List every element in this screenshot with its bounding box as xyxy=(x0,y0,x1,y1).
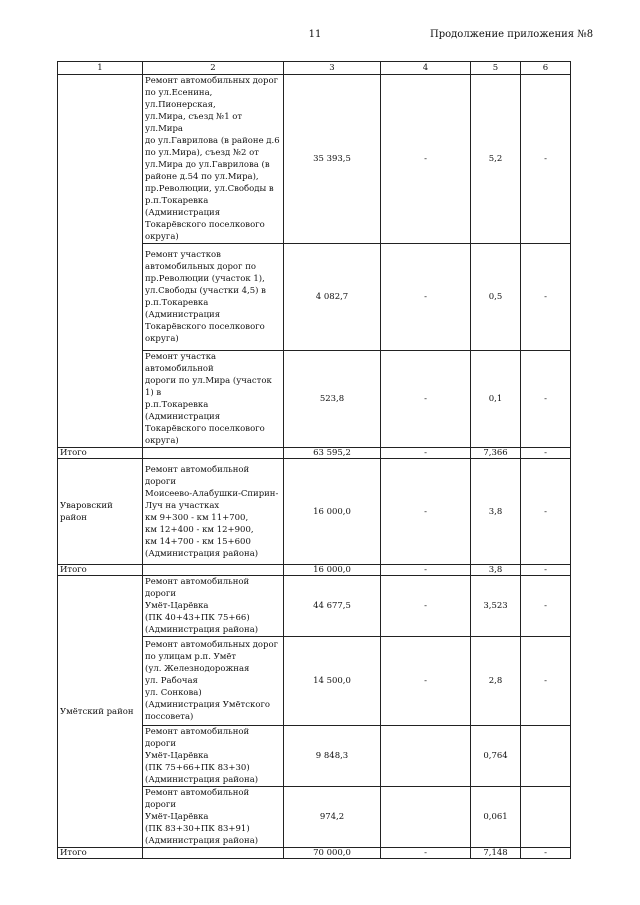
value-cell-c6: - xyxy=(521,637,571,726)
description-line: дороги по ул.Мира (участок 1) в xyxy=(145,376,272,398)
total-value-c5: 7,366 xyxy=(471,448,521,459)
description-line: по ул.Есенина, ул.Пионерская, xyxy=(145,88,216,110)
description-line: Ремонт автомобильной дороги xyxy=(145,577,250,599)
description-line: ул. Сонкова) xyxy=(145,688,202,698)
value-cell-c3: 523,8 xyxy=(284,351,381,448)
total-row xyxy=(58,565,571,576)
value-cell-c5: 0,5 xyxy=(471,244,521,351)
total-empty-cell xyxy=(143,565,284,576)
value-cell-c6: - xyxy=(521,351,571,448)
table-row xyxy=(58,576,571,637)
value-cell-c5: 5,2 xyxy=(471,75,521,244)
description-line: ул.Мира, съезд №1 от ул.Мира xyxy=(145,112,243,134)
description-line: Луч на участках xyxy=(145,500,220,511)
value-cell-c6: - xyxy=(521,459,571,565)
appendix-table xyxy=(57,61,571,859)
description-line: Умёт-Царёвка xyxy=(145,751,209,761)
description-line: Ремонт автомобильных дорог xyxy=(145,640,279,650)
total-value-c6: - xyxy=(521,565,571,576)
description-line: (Администрация Умётского xyxy=(145,700,271,710)
description-line: ул.Свободы (участки 4,5) в xyxy=(145,286,266,296)
total-label: Итого xyxy=(58,565,143,576)
column-number: 4 xyxy=(381,62,471,75)
total-empty-cell xyxy=(143,848,284,859)
description-line: по ул.Мира), съезд №2 от xyxy=(145,148,259,158)
district-cell: Уваровский район xyxy=(58,459,143,565)
value-cell-c6 xyxy=(521,726,571,787)
value-cell-c6: - xyxy=(521,576,571,637)
description-line: ул. Рабочая xyxy=(145,676,198,686)
value-cell-c4: - xyxy=(381,75,471,244)
value-cell-c3: 974,2 xyxy=(284,787,381,848)
description-line: Токарёвского поселкового xyxy=(145,322,265,332)
description-line: (ул. Железнодорожная xyxy=(145,664,250,674)
value-cell-c4: - xyxy=(381,637,471,726)
description-cell xyxy=(143,787,284,848)
value-cell-c3: 9 848,3 xyxy=(284,726,381,787)
total-value-c3: 63 595,2 xyxy=(284,448,381,459)
description-line: Ремонт автомобильных дорог xyxy=(145,76,279,86)
column-number-row xyxy=(58,62,571,75)
value-cell-c4: - xyxy=(381,244,471,351)
description-line: пр.Революции (участок 1), xyxy=(145,274,265,284)
total-value-c4: - xyxy=(381,565,471,576)
description-line: Ремонт участка автомобильной xyxy=(145,352,217,374)
column-number: 3 xyxy=(284,62,381,75)
continuation-label: Продолжение приложения №8 xyxy=(430,29,594,40)
description-line: округа) xyxy=(145,436,179,446)
description-line: поссовета) xyxy=(145,712,194,722)
value-cell-c5: 2,8 xyxy=(471,637,521,726)
total-value-c6: - xyxy=(521,848,571,859)
value-cell-c3: 14 500,0 xyxy=(284,637,381,726)
total-value-c4: - xyxy=(381,848,471,859)
table-row xyxy=(58,75,571,244)
description-cell xyxy=(143,637,284,726)
total-label: Итого xyxy=(58,848,143,859)
description-line: по улицам р.п. Умёт xyxy=(145,652,237,662)
description-line: Ремонт участков xyxy=(145,250,221,260)
value-cell-c4 xyxy=(381,726,471,787)
description-line: Токарёвского поселкового xyxy=(145,424,265,434)
total-value-c3: 16 000,0 xyxy=(284,565,381,576)
description-cell xyxy=(143,726,284,787)
column-number: 6 xyxy=(521,62,571,75)
description-line: (ПК 40+43+ПК 75+66) xyxy=(145,613,250,623)
value-cell-c5: 3,523 xyxy=(471,576,521,637)
district-cell: Умётский район xyxy=(58,576,143,848)
value-cell-c6 xyxy=(521,787,571,848)
total-value-c6: - xyxy=(521,448,571,459)
value-cell-c3: 35 393,5 xyxy=(284,75,381,244)
description-line: км 9+300 - км 11+700, xyxy=(145,512,249,523)
description-cell xyxy=(143,75,284,244)
description-line: Умёт-Царёвка xyxy=(145,601,209,611)
total-value-c5: 3,8 xyxy=(471,565,521,576)
value-cell-c4 xyxy=(381,787,471,848)
description-line: р.п.Токаревка (Администрация xyxy=(145,196,221,218)
description-cell xyxy=(143,576,284,637)
value-cell-c5: 3,8 xyxy=(471,459,521,565)
value-cell-c5: 0,061 xyxy=(471,787,521,848)
value-cell-c3: 4 082,7 xyxy=(284,244,381,351)
total-row xyxy=(58,448,571,459)
description-line: округа) xyxy=(145,334,179,344)
description-line: до ул.Гаврилова (в районе д.6 xyxy=(145,136,280,146)
value-cell-c3: 16 000,0 xyxy=(284,459,381,565)
description-line: (Администрация района) xyxy=(145,836,259,846)
value-cell-c4: - xyxy=(381,576,471,637)
table-row xyxy=(58,459,571,565)
description-line: р.п.Токаревка (Администрация xyxy=(145,298,221,320)
description-line: (Администрация района) xyxy=(145,548,259,559)
value-cell-c4: - xyxy=(381,459,471,565)
description-line: Токарёвского поселкового xyxy=(145,220,265,230)
total-value-c4: - xyxy=(381,448,471,459)
description-line: (Администрация района) xyxy=(145,775,259,785)
column-number: 2 xyxy=(143,62,284,75)
value-cell-c3: 44 677,5 xyxy=(284,576,381,637)
description-line: Умёт-Царёвка xyxy=(145,812,209,822)
total-row xyxy=(58,848,571,859)
value-cell-c6: - xyxy=(521,244,571,351)
description-line: р.п.Токаревка (Администрация xyxy=(145,400,221,422)
description-line: пр.Революции, ул.Свободы в xyxy=(145,184,274,194)
value-cell-c5: 0,1 xyxy=(471,351,521,448)
total-value-c5: 7,148 xyxy=(471,848,521,859)
value-cell-c6: - xyxy=(521,75,571,244)
table-body xyxy=(58,75,571,859)
description-line: км 12+400 - км 12+900, xyxy=(145,524,254,535)
value-cell-c4: - xyxy=(381,351,471,448)
description-line: Ремонт автомобильной дороги xyxy=(145,727,250,749)
description-cell xyxy=(143,459,284,565)
description-line: Ремонт автомобильной дороги xyxy=(145,464,250,487)
description-line: (Администрация района) xyxy=(145,625,259,635)
total-label: Итого xyxy=(58,448,143,459)
district-cell xyxy=(58,75,143,448)
total-value-c3: 70 000,0 xyxy=(284,848,381,859)
description-line: (ПК 83+30+ПК 83+91) xyxy=(145,824,250,834)
description-line: Ремонт автомобильной дороги xyxy=(145,788,250,810)
value-cell-c5: 0,764 xyxy=(471,726,521,787)
description-line: км 14+700 - км 15+600 xyxy=(145,536,251,547)
description-line: районе д.54 по ул.Мира), xyxy=(145,172,259,182)
description-line: Моисеево-Алабушки-Спирин- xyxy=(145,488,279,499)
description-cell xyxy=(143,351,284,448)
page-number: 11 xyxy=(308,29,322,40)
description-line: (ПК 75+66+ПК 83+30) xyxy=(145,763,250,773)
description-line: ул.Мира до ул.Гаврилова (в xyxy=(145,160,270,170)
description-cell xyxy=(143,244,284,351)
total-empty-cell xyxy=(143,448,284,459)
description-line: автомобильных дорог по xyxy=(145,262,256,272)
description-line: округа) xyxy=(145,232,179,242)
column-number: 5 xyxy=(471,62,521,75)
column-number: 1 xyxy=(58,62,143,75)
